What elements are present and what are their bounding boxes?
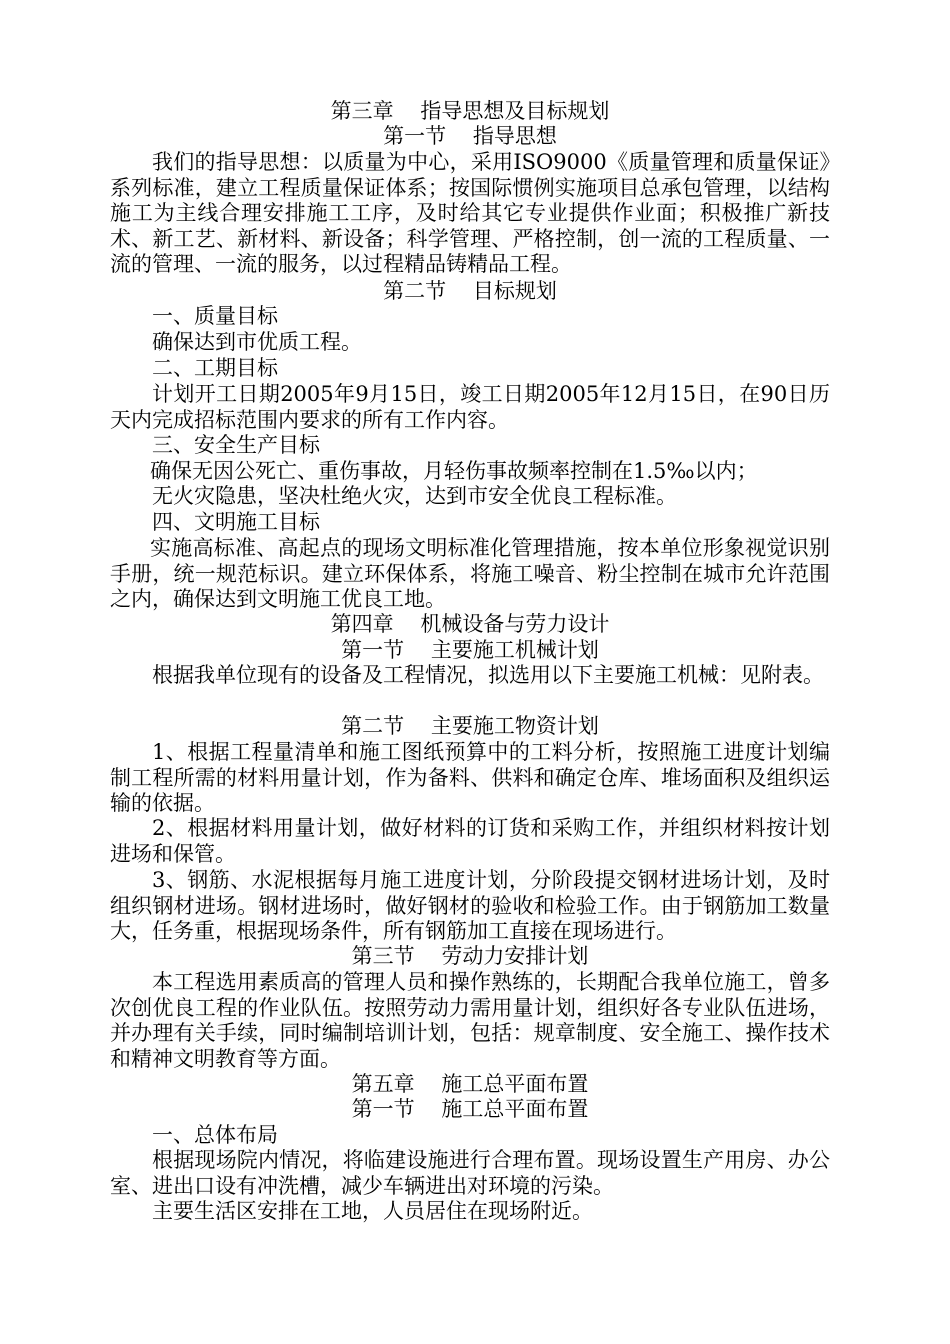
machinery-plan-paragraph: 根据我单位现有的设备及工程情况，拟选用以下主要施工机械：见附表。 — [152, 663, 824, 687]
overall-layout-text-2: 主要生活区安排在工地，人员居住在现场附近。 — [152, 1199, 593, 1223]
materials-plan-item-2: 2、根据材料用量计划，做好材料的订货和采购工作，并组织材料按计划进场和保管。 — [110, 816, 830, 866]
chapter-4-section-2-title: 第二节 主要施工物资计划 — [341, 714, 599, 738]
schedule-goal-text: 计划开工日期2005年9月15日，竣工日期2005年12月15日，在90日历天内完成招标范围内要求的所有工作内容。 — [110, 382, 830, 432]
materials-plan-item-3: 3、钢筋、水泥根据每月施工进度计划，分阶段提交钢材进场计划，及时组织钢材进场。钢材进场时，做好钢材的验收和检验工作。由于钢筋加工数量大，任务重，根据现场条件，所有钢筋加工直接在现场进行。 — [110, 868, 830, 943]
safety-goal-text-2: 无火灾隐患，坚决杜绝火灾，达到市安全优良工程标准。 — [152, 484, 677, 508]
chapter-3-section-1-title: 第一节 指导思想 — [383, 124, 557, 148]
chapter-5-title: 第五章 施工总平面布置 — [351, 1072, 589, 1096]
overall-layout-heading: 一、总体布局 — [152, 1123, 278, 1147]
guiding-ideology-paragraph: 我们的指导思想：以质量为中心，采用ISO9000《质量管理和质量保证》系列标准，建立工程质量保证体系；按国际惯例实施项目总承包管理，以结构施工为主线合理安排施工工序，及时给其它专业提供作业面；积极推广新技术、新工艺、新材料、新设备；科学管理、严格控制，创一流的工程质量、一流的管理、一流的服务，以过程精品铸精品工程。 — [110, 150, 830, 276]
chapter-4-section-1-title: 第一节 主要施工机械计划 — [341, 638, 599, 662]
overall-layout-text-1: 根据现场院内情况，将临建设施进行合理布置。现场设置生产用房、办公室、进出口设有冲洗槽，减少车辆进出对环境的污染。 — [110, 1148, 830, 1198]
materials-plan-item-1: 1、根据工程量清单和施工图纸预算中的工料分析，按照施工进度计划编制工程所需的材料用量计划，作为备料、供料和确定仓库、堆场面积及组织运输的依据。 — [110, 740, 830, 815]
chapter-4-title: 第四章 机械设备与劳力设计 — [330, 612, 610, 636]
civilized-construction-text: 实施高标准、高起点的现场文明标准化管理措施，按本单位形象视觉识别手册，统一规范标识。建立环保体系，将施工噪音、粉尘控制在城市允许范围之内，确保达到文明施工优良工地。 — [110, 536, 830, 611]
chapter-5-section-1-title: 第一节 施工总平面布置 — [351, 1097, 589, 1121]
chapter-3-title: 第三章 指导思想及目标规划 — [330, 99, 610, 123]
quality-goal-heading: 一、质量目标 — [152, 304, 278, 328]
schedule-goal-heading: 二、工期目标 — [152, 356, 278, 380]
civilized-construction-heading: 四、文明施工目标 — [152, 510, 320, 534]
chapter-3-section-2-title: 第二节 目标规划 — [383, 279, 557, 303]
chapter-4-section-3-title: 第三节 劳动力安排计划 — [351, 944, 589, 968]
safety-goal-heading: 三、安全生产目标 — [152, 433, 320, 457]
quality-goal-text: 确保达到市优质工程。 — [152, 330, 362, 354]
labor-plan-paragraph: 本工程选用素质高的管理人员和操作熟练的，长期配合我单位施工，曾多次创优良工程的作业队伍。按照劳动力需用量计划，组织好各专业队伍进场，并办理有关手续，同时编制培训计划，包括：规章制度、安全施工、操作技术和精神文明教育等方面。 — [110, 970, 830, 1071]
safety-goal-text-1: 确保无因公死亡、重伤事故，月轻伤事故频率控制在1.5‰以内； — [150, 459, 758, 483]
